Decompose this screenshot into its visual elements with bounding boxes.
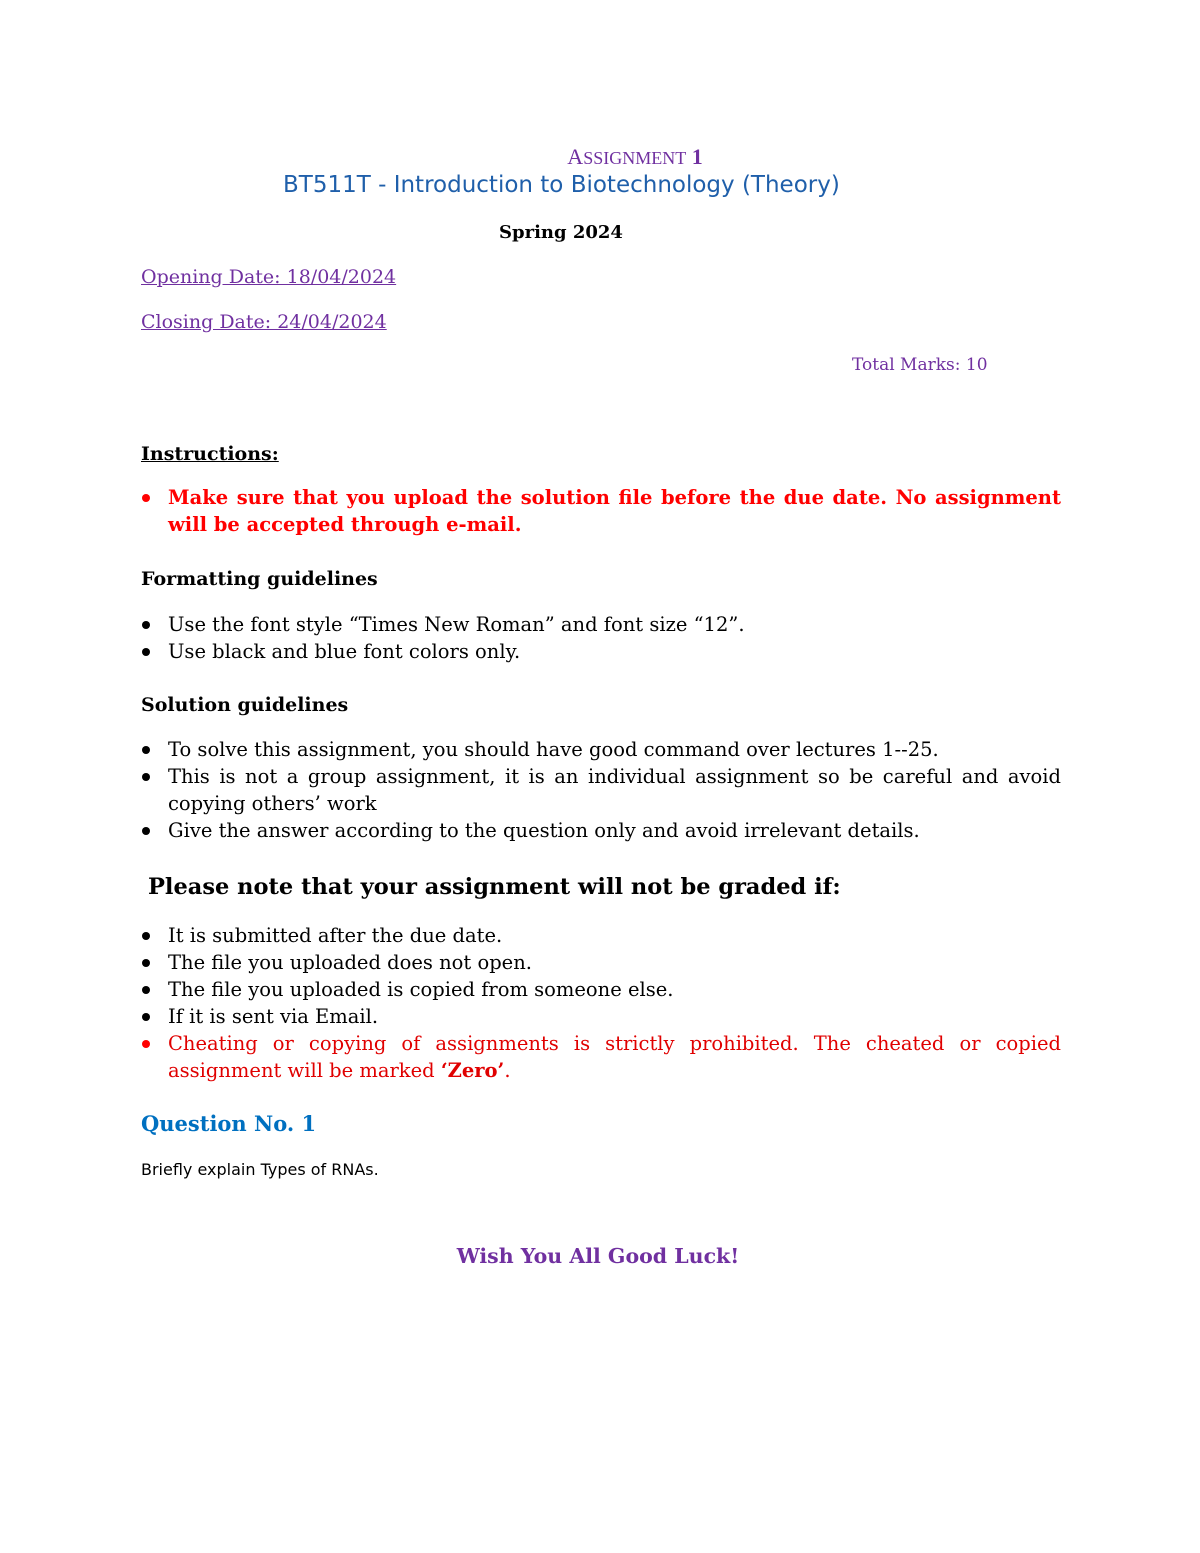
list-item: Give the answer according to the question only and avoid irrelevant details. bbox=[141, 817, 1061, 844]
list-item: Use black and blue font colors only. bbox=[141, 638, 1061, 665]
grading-list bbox=[141, 922, 1061, 1084]
bullet-icon bbox=[142, 1013, 150, 1021]
cheating-warning: Cheating or copying of assignments is strictly prohibited. The cheated or copied assignment will be marked ‘Zero’. bbox=[141, 1030, 1061, 1084]
assignment-title: ASSIGNMENT 1 bbox=[567, 144, 703, 169]
formatting-heading: Formatting guidelines bbox=[141, 568, 378, 590]
course-title: BT511T - Introduction to Biotechnology (Theory) bbox=[283, 172, 840, 198]
instructions-list bbox=[141, 484, 1061, 538]
bullet-icon bbox=[142, 1040, 150, 1048]
semester-label: Spring 2024 bbox=[499, 222, 623, 243]
list-item: To solve this assignment, you should have good command over lectures 1--25. bbox=[141, 736, 1061, 763]
total-marks: Total Marks: 10 bbox=[852, 355, 988, 375]
list-item: The file you uploaded is copied from someone else. bbox=[141, 976, 1061, 1003]
bullet-icon bbox=[142, 621, 150, 629]
question-title: Question No. 1 bbox=[141, 1111, 317, 1136]
solution-heading: Solution guidelines bbox=[141, 694, 349, 716]
question-text: Briefly explain Types of RNAs. bbox=[141, 1160, 379, 1179]
bullet-icon bbox=[142, 959, 150, 967]
bullet-icon bbox=[142, 986, 150, 994]
list-item: Make sure that you upload the solution file before the due date. No assignment will be accepted through e-mail. bbox=[141, 484, 1061, 538]
zero-mark: ‘Zero’ bbox=[440, 1059, 505, 1082]
closing-date: Closing Date: 24/04/2024 bbox=[141, 311, 387, 333]
bullet-icon bbox=[142, 827, 150, 835]
instructions-heading: Instructions: bbox=[141, 443, 279, 465]
bullet-icon bbox=[142, 494, 150, 502]
opening-date: Opening Date: 18/04/2024 bbox=[141, 266, 397, 288]
list-item: This is not a group assignment, it is an individual assignment so be careful and avoid copying others’ work bbox=[141, 763, 1061, 817]
formatting-list bbox=[141, 611, 1061, 665]
bullet-icon bbox=[142, 746, 150, 754]
grading-note-heading: Please note that your assignment will not be graded if: bbox=[148, 874, 841, 900]
solution-list bbox=[141, 736, 1061, 844]
bullet-icon bbox=[142, 773, 150, 781]
list-item: Use the font style “Times New Roman” and font size “12”. bbox=[141, 611, 1061, 638]
list-item: The file you uploaded does not open. bbox=[141, 949, 1061, 976]
closing-message: Wish You All Good Luck! bbox=[456, 1244, 740, 1268]
bullet-icon bbox=[142, 932, 150, 940]
list-item: It is submitted after the due date. bbox=[141, 922, 1061, 949]
list-item: If it is sent via Email. bbox=[141, 1003, 1061, 1030]
bullet-icon bbox=[142, 648, 150, 656]
